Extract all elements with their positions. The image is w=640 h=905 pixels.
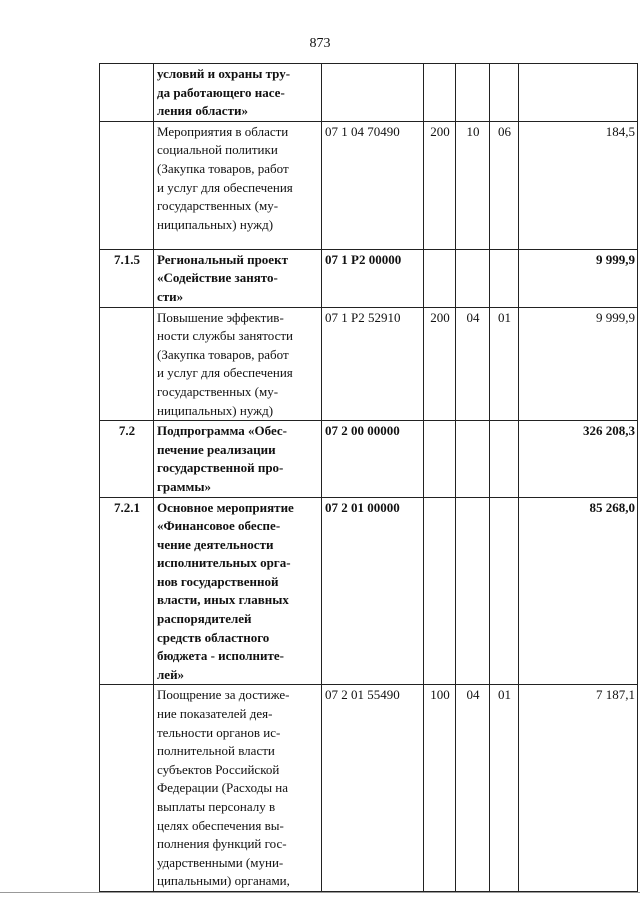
- row-name-cell: условий и охраны тру- да работающего насе- ления области»: [154, 64, 322, 122]
- budget-table: [99, 63, 638, 892]
- amount-cell: 85 268,0: [519, 497, 638, 685]
- target-code-cell: 07 2 00 00000: [322, 421, 424, 497]
- row-number-cell: 7.2.1: [100, 497, 154, 685]
- table-row: [100, 249, 638, 307]
- section-code-cell: 04: [456, 307, 490, 421]
- subsection-code-cell: [490, 64, 519, 122]
- subsection-code-cell: 06: [490, 121, 519, 249]
- subsection-code-cell: 01: [490, 307, 519, 421]
- expense-type-code-cell: 200: [424, 121, 456, 249]
- amount-cell: 7 187,1: [519, 685, 638, 892]
- section-code-cell: [456, 421, 490, 497]
- row-name-cell: Повышение эффектив- ности службы занятости (Закупка товаров, работ и услуг для обеспечения государственных (му- ниципальных) нужд): [154, 307, 322, 421]
- subsection-code-cell: [490, 249, 519, 307]
- table-row: [100, 421, 638, 497]
- target-code-cell: 07 1 Р2 52910: [322, 307, 424, 421]
- subsection-code-cell: [490, 497, 519, 685]
- row-name-cell: Региональный проект «Содействие занято- сти»: [154, 249, 322, 307]
- footer-divider: [0, 892, 640, 893]
- amount-cell: 326 208,3: [519, 421, 638, 497]
- amount-cell: 184,5: [519, 121, 638, 249]
- expense-type-code-cell: 200: [424, 307, 456, 421]
- table-row: [100, 307, 638, 421]
- table-row: [100, 497, 638, 685]
- target-code-cell: [322, 64, 424, 122]
- section-code-cell: [456, 497, 490, 685]
- section-code-cell: 04: [456, 685, 490, 892]
- row-number-cell: [100, 121, 154, 249]
- target-code-cell: 07 2 01 55490: [322, 685, 424, 892]
- row-name-cell: Поощрение за достиже- ние показателей дея- тельности органов ис- полнительной власти субъектов Российской Федерации (Расходы на выплаты персоналу в целях обеспечения вы- полнения функций гос- ударственными (муни- ципальными) органами,: [154, 685, 322, 892]
- expense-type-code-cell: [424, 249, 456, 307]
- section-code-cell: [456, 64, 490, 122]
- table-row: [100, 64, 638, 122]
- expense-type-code-cell: [424, 421, 456, 497]
- row-number-cell: [100, 307, 154, 421]
- expense-type-code-cell: 100: [424, 685, 456, 892]
- row-name-cell: Подпрограмма «Обес- печение реализации государственной про- граммы»: [154, 421, 322, 497]
- section-code-cell: [456, 249, 490, 307]
- row-name-cell: Мероприятия в области социальной политики (Закупка товаров, работ и услуг для обеспечения государственных (му- ниципальных) нужд): [154, 121, 322, 249]
- row-number-cell: 7.1.5: [100, 249, 154, 307]
- subsection-code-cell: 01: [490, 685, 519, 892]
- expense-type-code-cell: [424, 64, 456, 122]
- row-number-cell: [100, 64, 154, 122]
- table-row: [100, 685, 638, 892]
- row-name-cell: Основное мероприятие «Финансовое обеспе- чение деятельности исполнительных орга- нов государственной власти, иных главных распорядителей средств областного бюджета - исполните- лей»: [154, 497, 322, 685]
- target-code-cell: 07 1 Р2 00000: [322, 249, 424, 307]
- section-code-cell: 10: [456, 121, 490, 249]
- table-row: [100, 121, 638, 249]
- subsection-code-cell: [490, 421, 519, 497]
- amount-cell: 9 999,9: [519, 249, 638, 307]
- amount-cell: [519, 64, 638, 122]
- row-number-cell: [100, 685, 154, 892]
- budget-table-body: [100, 64, 638, 892]
- amount-cell: 9 999,9: [519, 307, 638, 421]
- target-code-cell: 07 2 01 00000: [322, 497, 424, 685]
- page-number: 873: [309, 36, 331, 51]
- row-number-cell: 7.2: [100, 421, 154, 497]
- expense-type-code-cell: [424, 497, 456, 685]
- target-code-cell: 07 1 04 70490: [322, 121, 424, 249]
